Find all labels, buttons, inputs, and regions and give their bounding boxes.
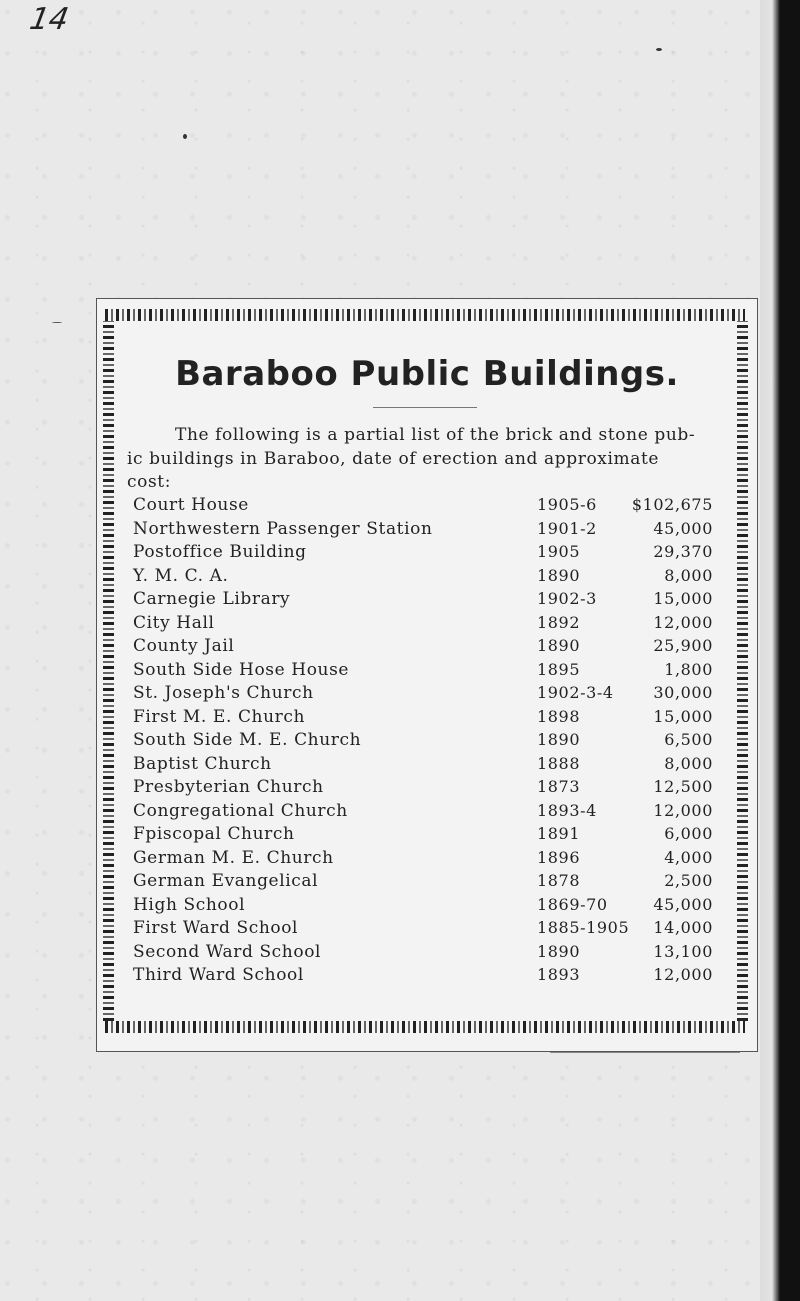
building-name: Carnegie Library	[133, 589, 291, 609]
list-item	[97, 754, 757, 778]
list-item	[97, 824, 757, 848]
building-cost: 15,000	[653, 589, 713, 608]
building-year: 1896	[537, 847, 581, 867]
building-cost: 30,000	[653, 683, 713, 702]
intro-paragraph	[127, 424, 717, 495]
building-cost: 6,500	[664, 730, 713, 749]
buildings-list	[97, 495, 757, 989]
building-year: 1905-6	[537, 495, 597, 514]
building-cost: 6,000	[664, 824, 713, 843]
intro-line: ic buildings in Baraboo, date of erection and approximate	[127, 448, 660, 469]
building-cost: 29,370	[653, 542, 713, 561]
building-cost: 12,000	[653, 800, 713, 820]
building-cost: 12,000	[653, 612, 713, 632]
building-cost: 15,000	[653, 706, 713, 726]
building-year: 1898	[537, 706, 581, 726]
building-cost: 2,500	[664, 871, 713, 890]
building-name: Y. M. C. A.	[133, 565, 229, 586]
building-cost: 14,000	[653, 918, 713, 937]
list-item	[97, 707, 757, 731]
list-item	[97, 683, 757, 707]
building-name: Baptist Church	[133, 753, 272, 774]
building-name: High School	[133, 894, 246, 915]
building-year: 1890	[537, 636, 581, 655]
ornamental-border-bottom	[105, 1021, 745, 1033]
building-cost: 12,500	[653, 777, 713, 796]
building-cost: 45,000	[653, 518, 713, 538]
ink-speck	[52, 322, 62, 323]
building-year: 1901-2	[537, 518, 597, 538]
building-year: 1885-1905	[537, 918, 630, 937]
ink-speck	[183, 134, 187, 139]
building-year: 1869-70	[537, 894, 608, 914]
building-year: 1892	[537, 612, 581, 632]
building-name: Second Ward School	[133, 941, 322, 962]
building-year: 1891	[537, 824, 581, 843]
paper-edge	[760, 0, 780, 1301]
building-name: German M. E. Church	[133, 847, 334, 868]
list-item	[97, 801, 757, 825]
building-cost: 8,000	[664, 565, 713, 585]
building-year: 1893	[537, 965, 581, 984]
list-item	[97, 848, 757, 872]
building-name: First M. E. Church	[133, 706, 306, 727]
list-item	[97, 613, 757, 637]
building-name: South Side Hose House	[133, 659, 350, 680]
building-name: German Evangelical	[133, 871, 319, 891]
building-cost: 1,800	[664, 659, 713, 679]
document-title: Baraboo Public Buildings.	[175, 354, 679, 394]
ornamental-frame	[96, 298, 758, 1052]
building-name: First Ward School	[133, 918, 299, 938]
list-item	[97, 589, 757, 613]
handwritten-page-number: 14	[26, 2, 72, 37]
title-divider	[373, 407, 477, 408]
building-name: Congregational Church	[133, 800, 348, 821]
building-year: 1888	[537, 753, 581, 773]
building-name: Fpiscopal Church	[133, 824, 295, 844]
building-year: 1895	[537, 659, 581, 679]
building-cost: 25,900	[653, 636, 713, 655]
building-cost: 13,100	[653, 941, 713, 961]
ink-speck	[656, 48, 662, 51]
list-item	[97, 519, 757, 543]
building-name: Postoffice Building	[133, 542, 307, 562]
building-name: City Hall	[133, 612, 215, 633]
list-item	[97, 495, 757, 519]
building-name: Northwestern Passenger Station	[133, 518, 433, 539]
list-item	[97, 895, 757, 919]
list-item	[97, 542, 757, 566]
list-item	[97, 636, 757, 660]
building-cost: 8,000	[664, 753, 713, 773]
building-year: 1873	[537, 777, 581, 796]
intro-line-1: The following is a partial list of the brick and stone pub-	[175, 425, 696, 445]
list-item	[97, 777, 757, 801]
list-item	[97, 918, 757, 942]
list-item	[97, 871, 757, 895]
building-name: Presbyterian Church	[133, 777, 324, 797]
building-year: 1890	[537, 565, 581, 585]
building-year: 1905	[537, 542, 581, 561]
building-cost: $102,675	[631, 495, 713, 514]
list-item	[97, 660, 757, 684]
building-year: 1890	[537, 941, 581, 961]
building-year: 1902-3	[537, 589, 597, 608]
building-year: 1902-3-4	[537, 683, 614, 702]
intro-line	[127, 424, 717, 448]
building-year: 1893-4	[537, 800, 597, 820]
building-name: County Jail	[133, 636, 235, 656]
building-year: 1890	[537, 730, 581, 749]
list-item	[97, 965, 757, 989]
intro-line: cost:	[127, 472, 172, 492]
building-name: Court House	[133, 495, 249, 515]
building-year: 1878	[537, 871, 581, 890]
building-name: Third Ward School	[133, 965, 304, 985]
building-name: South Side M. E. Church	[133, 730, 362, 750]
ornamental-border-top	[105, 309, 745, 321]
list-item	[97, 942, 757, 966]
building-cost: 4,000	[664, 847, 713, 867]
building-name: St. Joseph's Church	[133, 683, 314, 703]
building-cost: 12,000	[653, 965, 713, 984]
bottom-rule	[550, 1052, 740, 1053]
list-item	[97, 730, 757, 754]
building-cost: 45,000	[653, 894, 713, 914]
list-item	[97, 566, 757, 590]
